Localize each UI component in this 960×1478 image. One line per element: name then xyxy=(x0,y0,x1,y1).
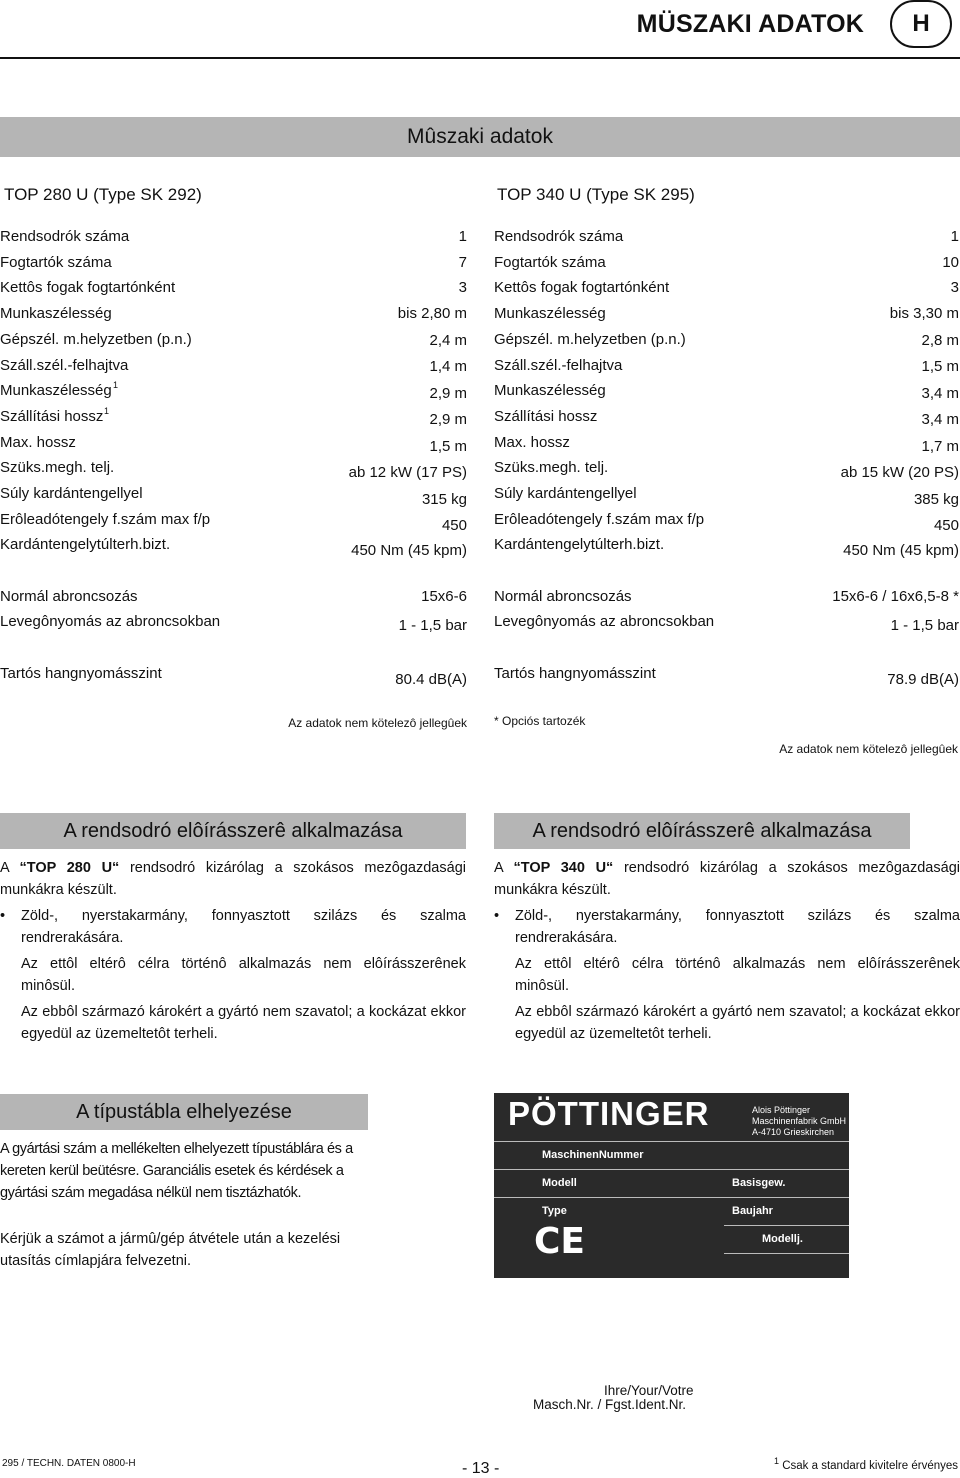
spec-row xyxy=(494,588,959,612)
spec-row xyxy=(494,357,959,381)
spec-label: Munkaszélesség xyxy=(494,382,606,400)
plate-label: Type xyxy=(542,1205,567,1217)
spec-label: Gépszél. m.helyzetben (p.n.) xyxy=(0,330,192,348)
left-disclaimer: Az adatok nem kötelezô jellegûek xyxy=(288,716,467,730)
spec-row xyxy=(494,536,959,560)
spec-value: 385 kg xyxy=(913,490,959,508)
spec-row xyxy=(0,459,467,483)
left-spec-table xyxy=(0,228,467,560)
noise-value: 80.4 dB(A) xyxy=(395,671,467,688)
spec-row xyxy=(0,305,467,329)
spec-value: 15x6-6 / 16x6,5-8 * xyxy=(832,588,959,605)
page-number: - 13 - xyxy=(462,1460,500,1477)
spec-label: Súly kardántengellyel xyxy=(494,485,637,502)
bullet-dot-icon: • xyxy=(0,908,6,924)
section-banner xyxy=(0,117,960,157)
spec-value: 15x6-6 xyxy=(421,588,467,605)
spec-label: Max. hossz xyxy=(0,433,76,451)
typeplate-paragraph-2: Kérjük a számot a jármû/gép átvétele után a kezelési utasítás címlapjára felvezetni. xyxy=(0,1231,341,1269)
right-noise-row xyxy=(494,665,959,693)
plate-label: Basisgew. xyxy=(732,1177,786,1189)
spec-label: Szállítási hossz xyxy=(494,407,598,425)
spec-label: Rendsodrók száma xyxy=(0,228,130,245)
spec-value: 450 Nm (45 kpm) xyxy=(351,542,467,560)
spec-row xyxy=(0,511,467,535)
left-usage-text xyxy=(0,857,466,1045)
plate-divider xyxy=(494,1169,849,1170)
manufacturer-address xyxy=(752,1105,846,1138)
usage-paragraph: Az ebbôl származó károkért a gyártó nem szavatol; a kockázat ekkor egyedül az üzemeltetôt terheli. xyxy=(21,1004,466,1042)
spec-value: 1,5 m xyxy=(429,437,467,455)
model-name: “TOP 280 U“ xyxy=(19,860,120,876)
left-tyre-table xyxy=(0,588,467,638)
spec-row xyxy=(0,228,467,252)
spec-value: 10 xyxy=(942,253,959,271)
footer-footnote xyxy=(774,1456,958,1472)
usage-paragraph: Az ettôl eltérô célra történô alkalmazás nem elôírásszerênek minôsül. xyxy=(21,956,466,994)
address-line: A-4710 Grieskirchen xyxy=(752,1127,835,1137)
footer-doc-code: 295 / TECHN. DATEN 0800-H xyxy=(2,1458,136,1469)
spec-value: 3,4 m xyxy=(921,384,959,402)
spec-row xyxy=(0,588,467,612)
spec-row xyxy=(494,382,959,406)
intro-text: rendsodró kizárólag a szokásos mezôgazdasági munkákra készült. xyxy=(0,860,466,898)
noise-label: Tartós hangnyomásszint xyxy=(0,665,162,682)
left-usage-heading: A rendsodró elôírásszerê alkalmazása xyxy=(0,813,466,849)
spec-label: Szüks.megh. telj. xyxy=(0,459,115,477)
spec-label: Normál abroncsozás xyxy=(494,588,632,605)
address-line: Alois Pöttinger xyxy=(752,1105,811,1115)
spec-value: 7 xyxy=(458,253,467,271)
spec-label: Fogtartók száma xyxy=(494,253,606,271)
bullet-text: Zöld-, nyerstakarmány, fonnyasztott szilázs és szalma rendrerakására. xyxy=(21,908,466,946)
plate-caption-1: Ihre/Your/Votre xyxy=(604,1383,694,1398)
spec-value: 3,4 m xyxy=(921,411,959,429)
spec-value: 1,4 m xyxy=(429,358,467,376)
spec-row xyxy=(494,613,959,637)
spec-row xyxy=(494,459,959,483)
model-name: “TOP 340 U“ xyxy=(513,860,614,876)
bullet-dot-icon: • xyxy=(494,908,500,924)
footnote-text: Csak a standard kivitelre érvényes xyxy=(779,1459,958,1472)
plate-divider xyxy=(494,1197,849,1198)
spec-label: Levegônyomás az abroncsokban xyxy=(0,613,221,630)
spec-row xyxy=(494,331,959,355)
spec-value: 315 kg xyxy=(421,490,467,508)
banner-title: Mûszaki adatok xyxy=(407,125,553,148)
right-model-title: TOP 340 U (Type SK 295) xyxy=(497,185,695,204)
page-title: MÜSZAKI ADATOK xyxy=(636,10,864,38)
spec-label: Munkaszélesség xyxy=(0,305,112,323)
spec-value: 3 xyxy=(950,279,959,297)
intro-text: A xyxy=(0,860,20,876)
spec-row xyxy=(494,511,959,535)
spec-row xyxy=(0,357,467,381)
language-badge: H xyxy=(890,0,952,48)
spec-value: 2,9 m xyxy=(429,411,467,429)
spec-row xyxy=(0,254,467,278)
spec-value: 2,9 m xyxy=(429,384,467,402)
plate-divider xyxy=(494,1141,849,1142)
spec-label: Kardántengelytúlterh.bizt. xyxy=(0,536,171,554)
right-usage-heading: A rendsodró elôírásszerê alkalmazása xyxy=(494,813,910,849)
right-disclaimer: Az adatok nem kötelezô jellegûek xyxy=(779,742,958,756)
spec-value: 2,4 m xyxy=(429,331,467,349)
spec-row xyxy=(494,254,959,278)
spec-label: Fogtartók száma xyxy=(0,253,112,271)
spec-label: Kettôs fogak fogtartónként xyxy=(494,279,670,297)
spec-row xyxy=(0,279,467,303)
spec-row xyxy=(494,305,959,329)
address-line: Maschinenfabrik GmbH xyxy=(752,1116,847,1126)
spec-row xyxy=(494,279,959,303)
plate-label: MaschinenNummer xyxy=(542,1149,644,1161)
footnote-marker: 1 xyxy=(113,380,119,391)
bullet-text: Zöld-, nyerstakarmány, fonnyasztott szilázs és szalma rendrerakására. xyxy=(515,908,960,946)
spec-row xyxy=(0,382,467,406)
spec-label: Munkaszélesség xyxy=(494,305,606,323)
right-spec-table xyxy=(494,228,959,560)
usage-paragraph: Az ettôl eltérô célra történô alkalmazás nem elôírásszerênek minôsül. xyxy=(515,956,960,994)
spec-label: Rendsodrók száma xyxy=(494,228,624,245)
spec-label: Gépszél. m.helyzetben (p.n.) xyxy=(494,330,686,348)
spec-row xyxy=(494,408,959,432)
spec-label: Kardántengelytúlterh.bizt. xyxy=(494,536,665,554)
spec-row xyxy=(494,485,959,509)
spec-label: Max. hossz xyxy=(494,433,570,451)
spec-value: 450 xyxy=(933,516,959,534)
spec-value: 1 xyxy=(950,228,959,245)
spec-value: bis 3,30 m xyxy=(889,305,959,323)
spec-value: 1,5 m xyxy=(921,358,959,376)
spec-label: Szállítási hossz xyxy=(0,407,104,425)
spec-label: Súly kardántengellyel xyxy=(0,485,143,502)
right-usage-text xyxy=(494,857,960,1045)
spec-value: 1,7 m xyxy=(921,437,959,455)
left-noise-row xyxy=(0,665,467,693)
spec-label: Száll.szél.-felhajtva xyxy=(494,356,623,374)
footnote-marker: 1 xyxy=(774,1456,780,1466)
noise-label: Tartós hangnyomásszint xyxy=(494,665,656,682)
spec-label: Munkaszélesség xyxy=(0,382,112,400)
right-footnote: * Opciós tartozék xyxy=(494,714,586,728)
right-tyre-table xyxy=(494,588,959,638)
left-model-title: TOP 280 U (Type SK 292) xyxy=(4,185,202,204)
usage-paragraph: Az ebbôl származó károkért a gyártó nem szavatol; a kockázat ekkor egyedül az üzemeltetôt terheli. xyxy=(515,1004,960,1042)
plate-divider xyxy=(724,1253,849,1254)
spec-label: Szüks.megh. telj. xyxy=(494,459,609,477)
ce-mark-icon: CE xyxy=(534,1221,586,1262)
type-plate-image xyxy=(494,1093,849,1278)
spec-row xyxy=(494,434,959,458)
footnote-marker: 1 xyxy=(104,405,110,416)
spec-value: 450 xyxy=(441,516,467,534)
plate-label: Baujahr xyxy=(732,1205,773,1217)
spec-label: Száll.szél.-felhajtva xyxy=(0,356,129,374)
brand-logo: PÖTTINGER xyxy=(508,1095,710,1132)
noise-value: 78.9 dB(A) xyxy=(887,671,959,688)
spec-row xyxy=(0,405,467,432)
spec-value: 1 - 1,5 bar xyxy=(398,617,467,634)
plate-label: Modellj. xyxy=(762,1233,803,1245)
spec-value: bis 2,80 m xyxy=(397,305,467,323)
spec-value: 450 Nm (45 kpm) xyxy=(843,542,959,560)
spec-row xyxy=(0,485,467,509)
spec-row xyxy=(0,536,467,560)
plate-divider xyxy=(724,1225,849,1226)
typeplate-heading: A típustábla elhelyezése xyxy=(0,1094,368,1130)
header-rule xyxy=(0,57,960,59)
spec-row xyxy=(494,228,959,252)
spec-row xyxy=(0,434,467,458)
spec-label: Erôleadótengely f.szám max f/p xyxy=(0,510,211,528)
plate-label: Modell xyxy=(542,1177,577,1189)
spec-label: Erôleadótengely f.szám max f/p xyxy=(494,510,705,528)
spec-row xyxy=(0,331,467,355)
spec-label: Kettôs fogak fogtartónként xyxy=(0,279,176,297)
intro-text: A xyxy=(494,860,514,876)
spec-value: 2,8 m xyxy=(921,331,959,349)
intro-text: rendsodró kizárólag a szokásos mezôgazdasági munkákra készült. xyxy=(494,860,960,898)
spec-value: 3 xyxy=(458,279,467,297)
spec-value: ab 15 kW (20 PS) xyxy=(840,464,959,482)
typeplate-paragraph-1: A gyártási szám a mellékelten elhelyezett típustáblára és a kereten kerül beütésre. Garanciális esetek és kérdések a gyártási szám megadása nélkül nem tisztázhatók. xyxy=(0,1141,353,1201)
spec-value: 1 xyxy=(458,228,467,245)
spec-value: ab 12 kW (17 PS) xyxy=(348,464,467,482)
spec-row xyxy=(0,613,467,637)
spec-label: Normál abroncsozás xyxy=(0,588,138,605)
spec-value: 1 - 1,5 bar xyxy=(890,617,959,634)
plate-caption-2: Masch.Nr. / Fgst.Ident.Nr. xyxy=(533,1397,687,1412)
spec-label: Levegônyomás az abroncsokban xyxy=(494,613,715,630)
